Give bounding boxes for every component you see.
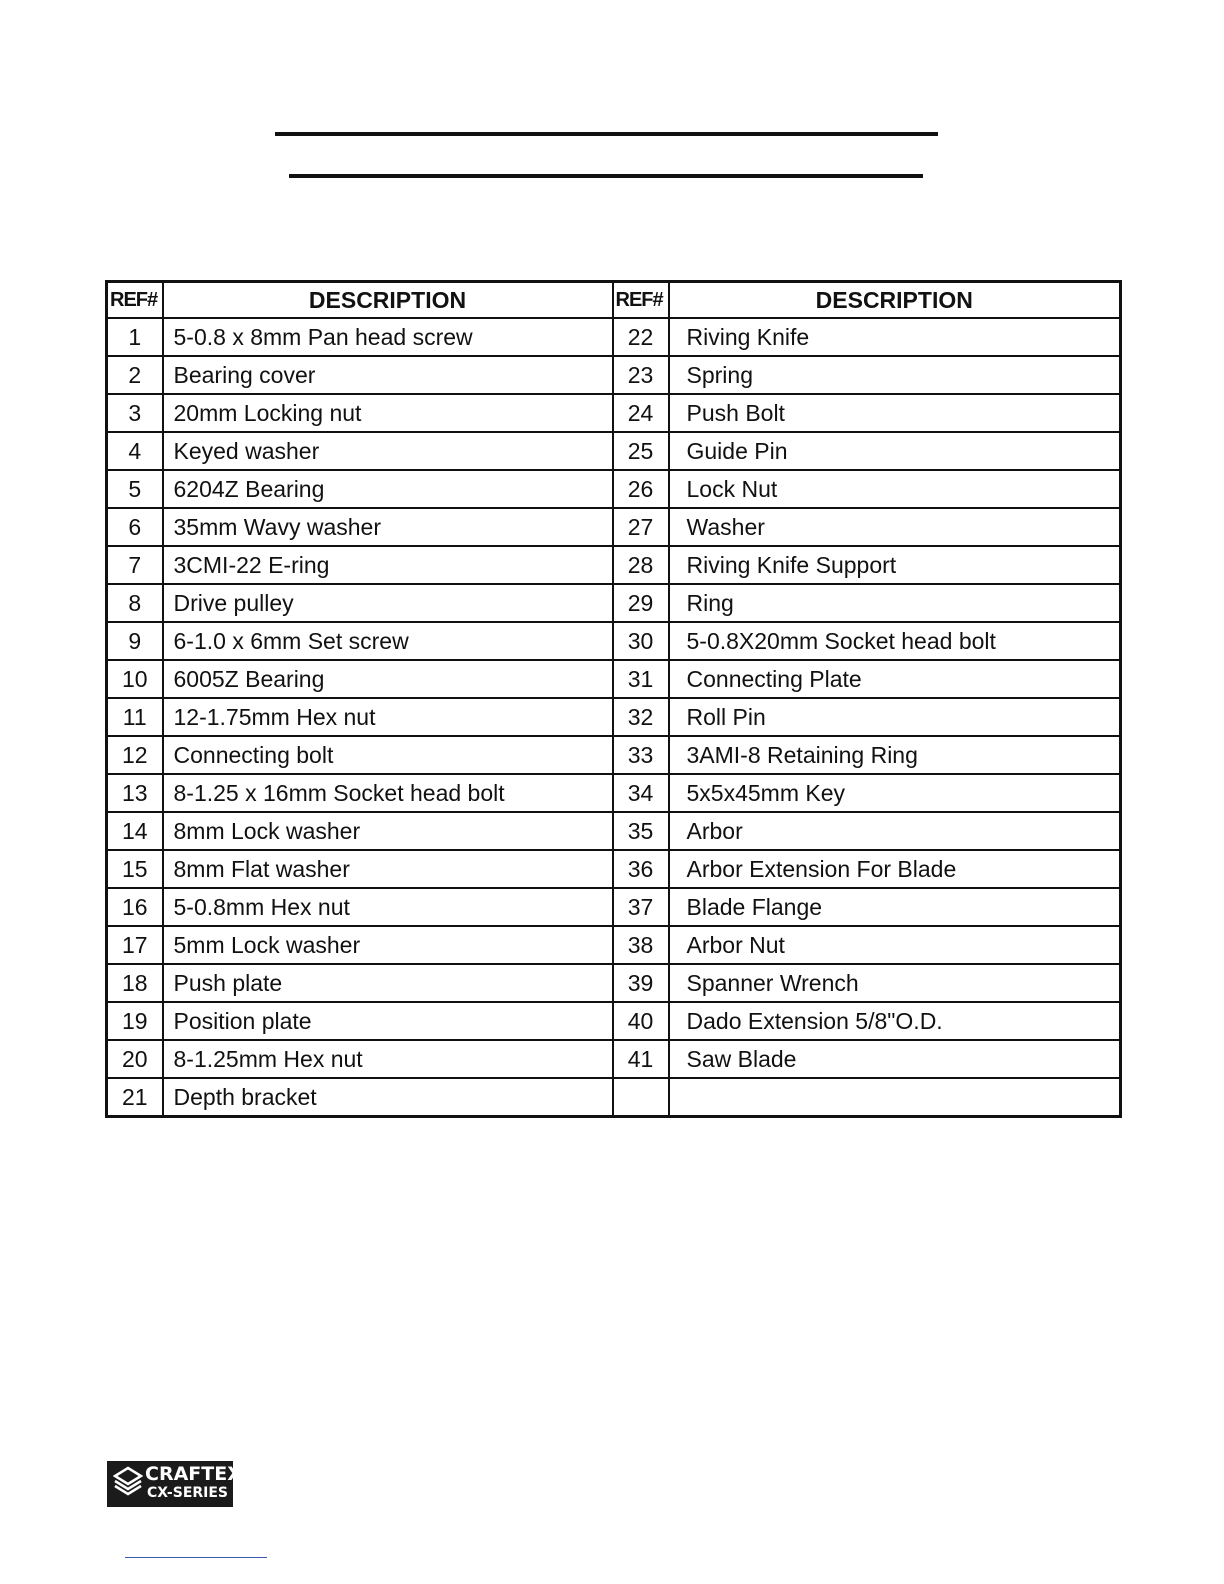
description-left-cell: Depth bracket bbox=[163, 1078, 613, 1117]
ref-right-cell: 32 bbox=[613, 698, 669, 736]
ref-left-cell: 1 bbox=[107, 318, 163, 356]
description-left-cell: 6-1.0 x 6mm Set screw bbox=[163, 622, 613, 660]
table-row bbox=[107, 698, 1121, 736]
description-left-cell: Drive pulley bbox=[163, 584, 613, 622]
description-right-cell: Riving Knife Support bbox=[669, 546, 1121, 584]
description-left-cell: 8-1.25 x 16mm Socket head bolt bbox=[163, 774, 613, 812]
table-row bbox=[107, 1040, 1121, 1078]
ref-right-cell: 37 bbox=[613, 888, 669, 926]
ref-right-cell: 29 bbox=[613, 584, 669, 622]
description-left-cell: 8mm Lock washer bbox=[163, 812, 613, 850]
ref-left-cell: 6 bbox=[107, 508, 163, 546]
ref-left-cell: 16 bbox=[107, 888, 163, 926]
table-row bbox=[107, 774, 1121, 812]
ref-left-cell: 3 bbox=[107, 394, 163, 432]
description-right-cell: Dado Extension 5/8"O.D. bbox=[669, 1002, 1121, 1040]
table-row bbox=[107, 964, 1121, 1002]
table-row bbox=[107, 1078, 1121, 1117]
ref-left-cell: 11 bbox=[107, 698, 163, 736]
description-left-cell: 12-1.75mm Hex nut bbox=[163, 698, 613, 736]
craftex-logo-icon bbox=[113, 1466, 143, 1496]
description-right-cell: Blade Flange bbox=[669, 888, 1121, 926]
description-left-cell: 8-1.25mm Hex nut bbox=[163, 1040, 613, 1078]
ref-left-cell: 19 bbox=[107, 1002, 163, 1040]
ref-right-cell: 26 bbox=[613, 470, 669, 508]
description-left-cell: Bearing cover bbox=[163, 356, 613, 394]
ref-right-cell: 39 bbox=[613, 964, 669, 1002]
description-left-cell: 6005Z Bearing bbox=[163, 660, 613, 698]
ref-right-cell: 41 bbox=[613, 1040, 669, 1078]
ref-right-cell: 30 bbox=[613, 622, 669, 660]
description-right-cell: Saw Blade bbox=[669, 1040, 1121, 1078]
ref-right-cell: 36 bbox=[613, 850, 669, 888]
description-left-cell: Connecting bolt bbox=[163, 736, 613, 774]
description-left-cell: 20mm Locking nut bbox=[163, 394, 613, 432]
description-header-right: DESCRIPTION bbox=[669, 282, 1121, 319]
description-right-cell: Guide Pin bbox=[669, 432, 1121, 470]
description-left-cell: 5-0.8 x 8mm Pan head screw bbox=[163, 318, 613, 356]
ref-left-cell: 7 bbox=[107, 546, 163, 584]
description-header-left: DESCRIPTION bbox=[163, 282, 613, 319]
ref-left-cell: 20 bbox=[107, 1040, 163, 1078]
table-row bbox=[107, 888, 1121, 926]
table-row bbox=[107, 622, 1121, 660]
table-row bbox=[107, 1002, 1121, 1040]
title-rule-top bbox=[275, 132, 938, 136]
table-row bbox=[107, 736, 1121, 774]
ref-left-cell: 15 bbox=[107, 850, 163, 888]
parts-list-table bbox=[105, 280, 1122, 1118]
ref-left-cell: 12 bbox=[107, 736, 163, 774]
ref-right-cell: 33 bbox=[613, 736, 669, 774]
ref-left-cell: 9 bbox=[107, 622, 163, 660]
table-row bbox=[107, 584, 1121, 622]
ref-right-cell: 22 bbox=[613, 318, 669, 356]
craftex-logo bbox=[107, 1461, 242, 1507]
description-right-cell: Push Bolt bbox=[669, 394, 1121, 432]
table-row bbox=[107, 850, 1121, 888]
table-row bbox=[107, 508, 1121, 546]
description-right-cell: Roll Pin bbox=[669, 698, 1121, 736]
description-right-cell: Arbor bbox=[669, 812, 1121, 850]
ref-left-cell: 18 bbox=[107, 964, 163, 1002]
ref-right-cell: 34 bbox=[613, 774, 669, 812]
description-left-cell: 35mm Wavy washer bbox=[163, 508, 613, 546]
ref-right-cell: 27 bbox=[613, 508, 669, 546]
description-left-cell: Push plate bbox=[163, 964, 613, 1002]
ref-left-cell: 2 bbox=[107, 356, 163, 394]
description-left-cell: Keyed washer bbox=[163, 432, 613, 470]
logo-series-text: CX-SERIES bbox=[147, 1485, 229, 1501]
table-row bbox=[107, 546, 1121, 584]
description-right-cell: 5-0.8X20mm Socket head bolt bbox=[669, 622, 1121, 660]
description-left-cell: 5mm Lock washer bbox=[163, 926, 613, 964]
description-right-cell: Arbor Extension For Blade bbox=[669, 850, 1121, 888]
table-row bbox=[107, 470, 1121, 508]
description-right-cell: Spring bbox=[669, 356, 1121, 394]
title-rule-bottom bbox=[289, 174, 923, 178]
parts-table-body bbox=[107, 318, 1121, 1117]
ref-left-cell: 8 bbox=[107, 584, 163, 622]
ref-right-cell: 25 bbox=[613, 432, 669, 470]
ref-header-left: REF# bbox=[107, 282, 163, 319]
logo-brand-text: CRAFTEX bbox=[145, 1463, 242, 1485]
description-right-cell: 5x5x45mm Key bbox=[669, 774, 1121, 812]
ref-left-cell: 10 bbox=[107, 660, 163, 698]
ref-left-cell: 4 bbox=[107, 432, 163, 470]
description-left-cell: 8mm Flat washer bbox=[163, 850, 613, 888]
ref-right-cell: 35 bbox=[613, 812, 669, 850]
ref-right-cell: 40 bbox=[613, 1002, 669, 1040]
table-row bbox=[107, 318, 1121, 356]
table-header-row bbox=[107, 282, 1121, 319]
description-right-cell bbox=[669, 1078, 1121, 1117]
ref-right-cell: 24 bbox=[613, 394, 669, 432]
ref-header-right: REF# bbox=[613, 282, 669, 319]
description-left-cell: 6204Z Bearing bbox=[163, 470, 613, 508]
description-right-cell: Arbor Nut bbox=[669, 926, 1121, 964]
description-right-cell: 3AMI-8 Retaining Ring bbox=[669, 736, 1121, 774]
table-row bbox=[107, 356, 1121, 394]
table-row bbox=[107, 394, 1121, 432]
ref-right-cell: 38 bbox=[613, 926, 669, 964]
description-left-cell: 3CMI-22 E-ring bbox=[163, 546, 613, 584]
bottom-link-underline bbox=[125, 1557, 267, 1558]
ref-left-cell: 21 bbox=[107, 1078, 163, 1117]
description-right-cell: Spanner Wrench bbox=[669, 964, 1121, 1002]
ref-left-cell: 5 bbox=[107, 470, 163, 508]
description-right-cell: Riving Knife bbox=[669, 318, 1121, 356]
description-left-cell: Position plate bbox=[163, 1002, 613, 1040]
table-row bbox=[107, 432, 1121, 470]
description-right-cell: Lock Nut bbox=[669, 470, 1121, 508]
ref-left-cell: 17 bbox=[107, 926, 163, 964]
ref-right-cell: 31 bbox=[613, 660, 669, 698]
table-row bbox=[107, 812, 1121, 850]
ref-right-cell: 28 bbox=[613, 546, 669, 584]
ref-right-cell: 23 bbox=[613, 356, 669, 394]
description-right-cell: Connecting Plate bbox=[669, 660, 1121, 698]
ref-left-cell: 14 bbox=[107, 812, 163, 850]
description-right-cell: Washer bbox=[669, 508, 1121, 546]
table-row bbox=[107, 660, 1121, 698]
ref-right-cell bbox=[613, 1078, 669, 1117]
ref-left-cell: 13 bbox=[107, 774, 163, 812]
description-right-cell: Ring bbox=[669, 584, 1121, 622]
table-row bbox=[107, 926, 1121, 964]
description-left-cell: 5-0.8mm Hex nut bbox=[163, 888, 613, 926]
